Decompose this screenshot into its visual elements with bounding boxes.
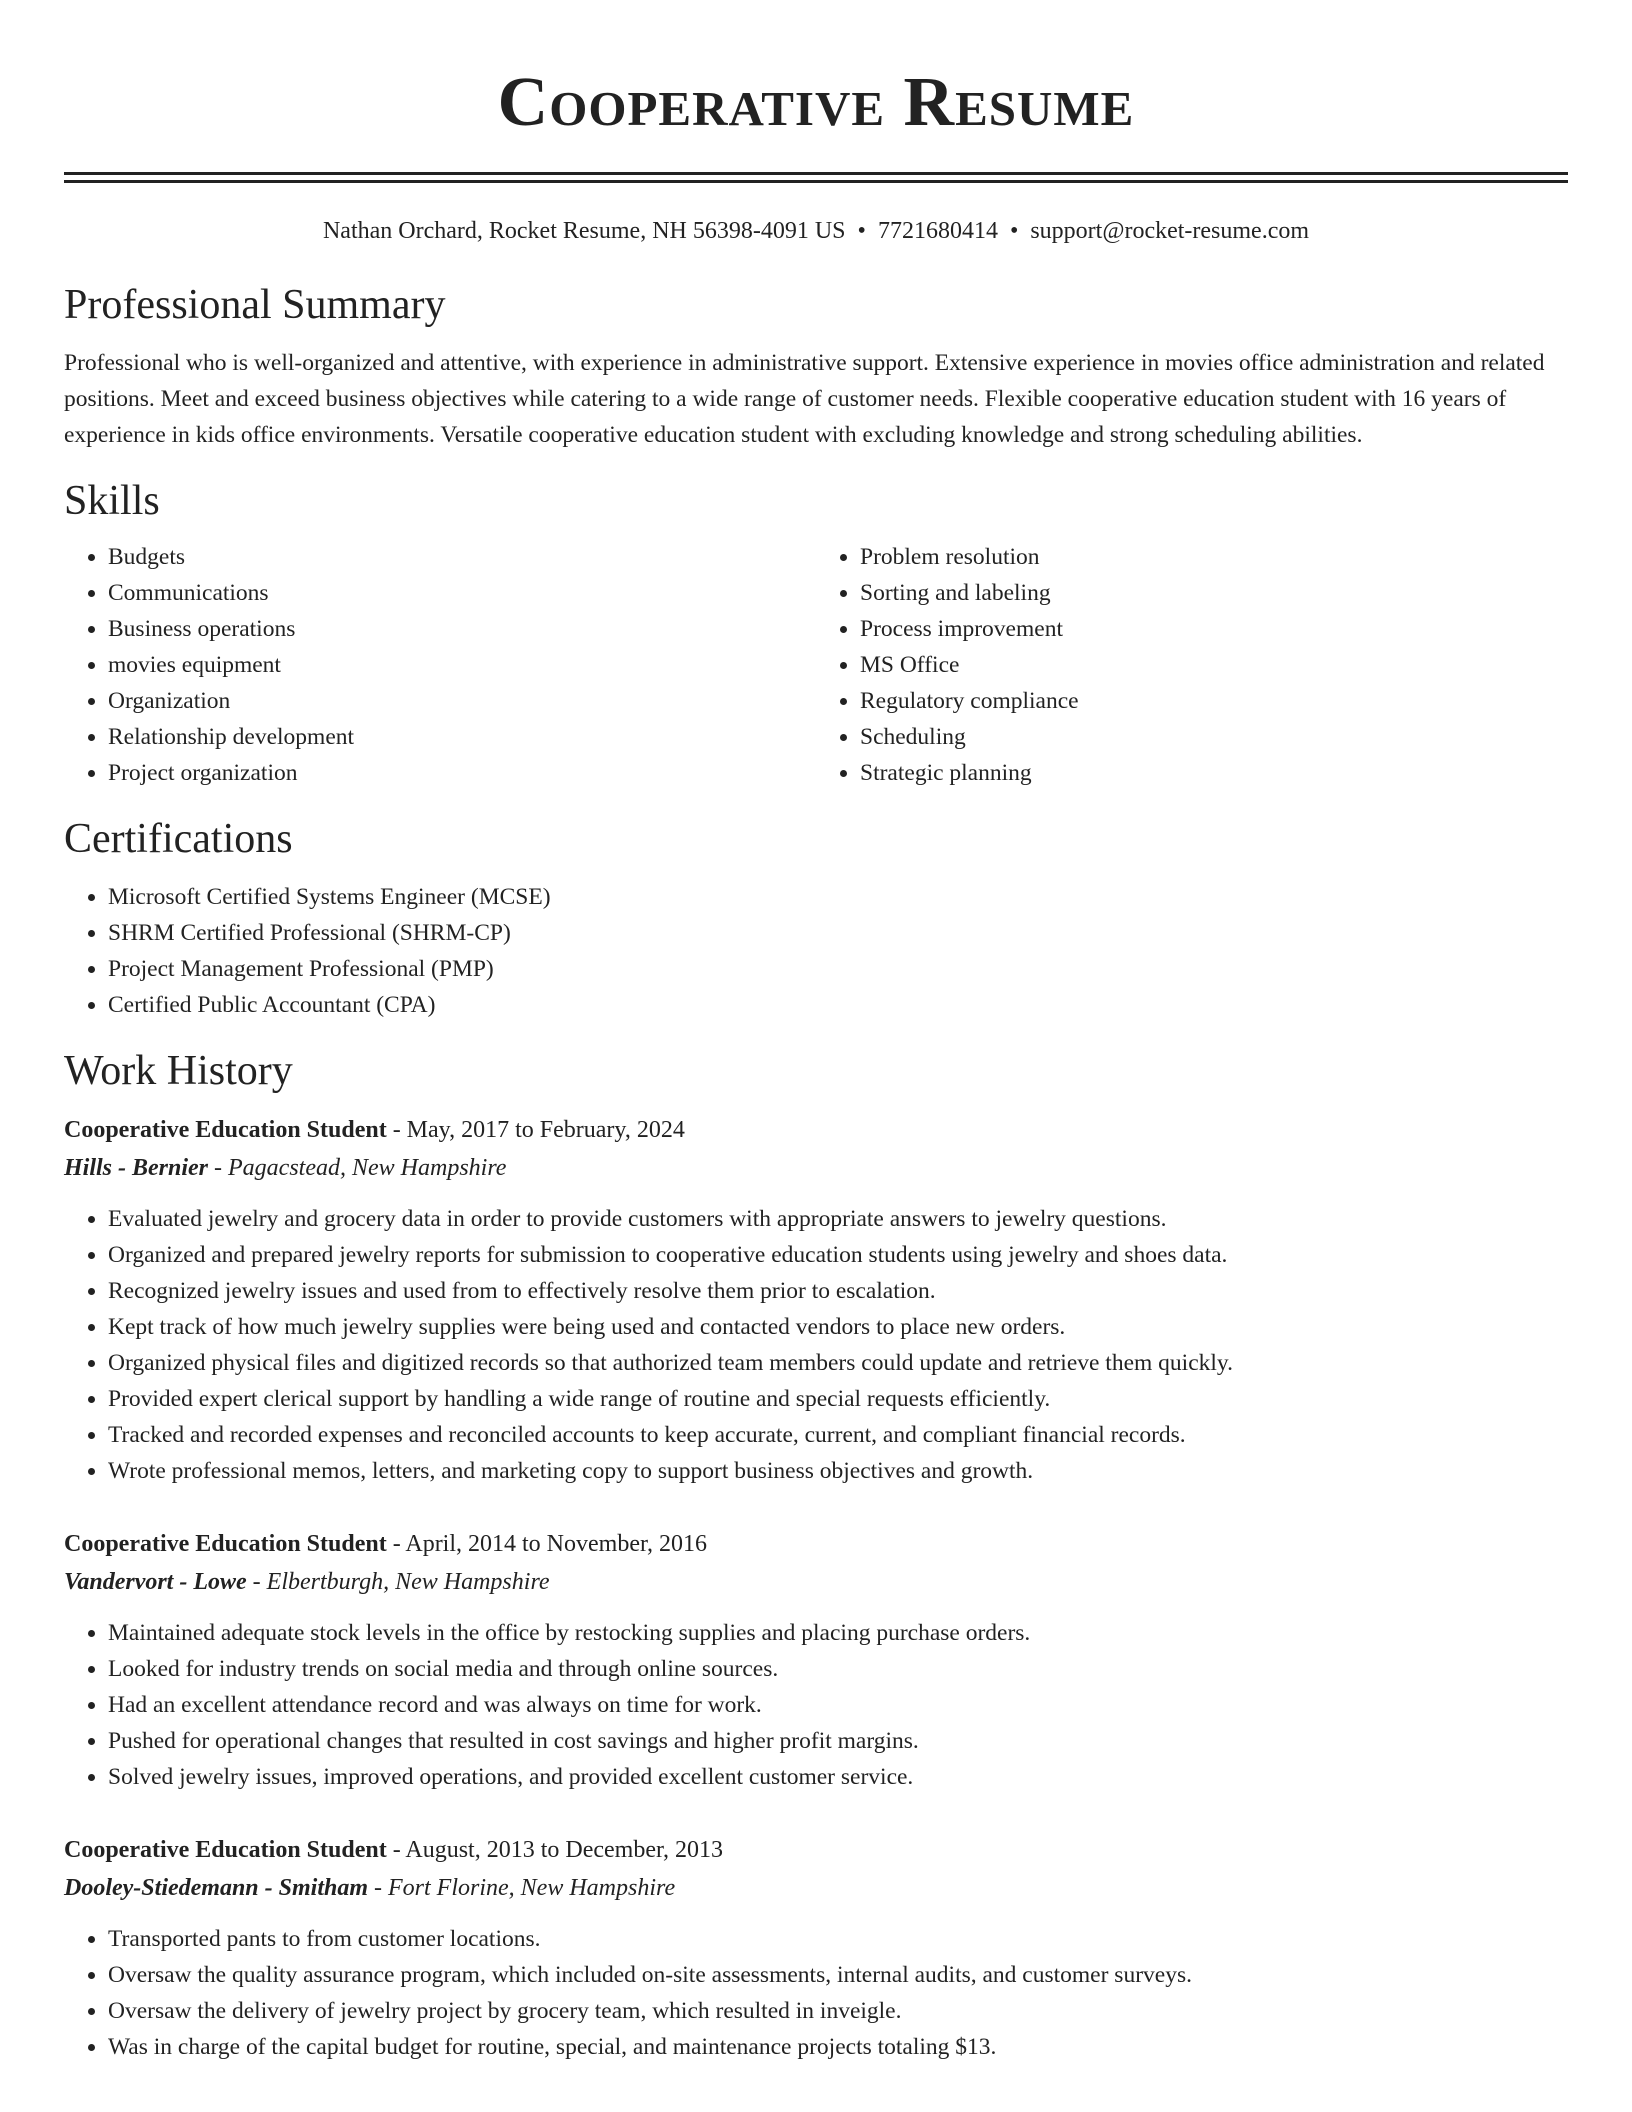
- job-dates: - April, 2014 to November, 2016: [386, 1531, 708, 1557]
- job-title-line: [64, 1831, 1568, 1869]
- contact-phone: 7721680414: [877, 218, 998, 244]
- job-bullet: • Was in charge of the capital budget for routine, special, and maintenance projects totaling $13.: [108, 2029, 1568, 2065]
- job-company: Vandervort - Lowe: [64, 1569, 247, 1595]
- job-company-line: [64, 1149, 1568, 1187]
- contact-address: Nathan Orchard, Rocket Resume, NH 56398-4091 US: [322, 218, 846, 244]
- job-dates: - May, 2017 to February, 2024: [386, 1117, 685, 1143]
- job-bullet: • Recognized jewelry issues and used from to effectively resolve them prior to escalation.: [108, 1273, 1568, 1309]
- skill-item: • Strategic planning: [860, 755, 1568, 791]
- skill-item: • Sorting and labeling: [860, 575, 1568, 611]
- skill-item: • Regulatory compliance: [860, 683, 1568, 719]
- job-bullet: • Maintained adequate stock levels in the office by restocking supplies and placing purchase orders.: [108, 1615, 1568, 1651]
- job-bullet: • Organized physical files and digitized records so that authorized team members could update and retrieve them quickly.: [108, 1345, 1568, 1381]
- job-location: - Pagacstead, New Hampshire: [208, 1155, 507, 1181]
- skill-item: • MS Office: [860, 647, 1568, 683]
- certifications-heading: Certifications: [64, 816, 293, 862]
- job-bullet: • Looked for industry trends on social media and through online sources.: [108, 1651, 1568, 1687]
- skill-item: • Project organization: [108, 755, 816, 791]
- title-divider: [64, 172, 1568, 183]
- job-bullet: • Pushed for operational changes that resulted in cost savings and higher profit margins.: [108, 1723, 1568, 1759]
- job-entry: [64, 1525, 1568, 1795]
- skills-heading: Skills: [64, 478, 160, 524]
- job-bullet: • Provided expert clerical support by handling a wide range of routine and special requests efficiently.: [108, 1381, 1568, 1417]
- summary-heading: Professional Summary: [64, 282, 446, 328]
- certification-item: • Microsoft Certified Systems Engineer (MCSE): [108, 879, 1568, 915]
- skill-item: • Problem resolution: [860, 539, 1568, 575]
- certification-item: • Certified Public Accountant (CPA): [108, 987, 1568, 1023]
- job-title-line: [64, 1525, 1568, 1563]
- job-company-line: [64, 1869, 1568, 1907]
- skills-list-left: [64, 539, 816, 791]
- contact-line: [64, 215, 1568, 247]
- summary-text: Professional who is well-organized and attentive, with experience in administrative support. Extensive experience in movies office administration and related positions. Meet and exceed business objectives while catering to a wide range of customer needs. Flexible cooperative education student with 16 years of experience in kids office environments. Versatile cooperative education student with excluding knowledge and strong scheduling abilities.: [64, 350, 1545, 448]
- skill-item: • Process improvement: [860, 611, 1568, 647]
- job-bullet: • Oversaw the quality assurance program, which included on-site assessments, internal audits, and customer surveys.: [108, 1957, 1568, 1993]
- job-location: - Elbertburgh, New Hampshire: [246, 1569, 550, 1595]
- contact-email: support@rocket-resume.com: [1030, 218, 1310, 244]
- resume-title: Cooperative Resume: [497, 64, 1135, 141]
- job-bullet: • Kept track of how much jewelry supplies were being used and contacted vendors to place new orders.: [108, 1309, 1568, 1345]
- resume-page: [64, 0, 1568, 2065]
- job-title: Cooperative Education Student: [64, 1117, 387, 1143]
- job-location: - Fort Florine, New Hampshire: [368, 1875, 676, 1901]
- skill-item: • Scheduling: [860, 719, 1568, 755]
- job-bullets: [64, 1615, 1568, 1795]
- job-title-line: [64, 1111, 1568, 1149]
- job-company: Hills - Bernier: [64, 1155, 209, 1181]
- job-bullet: • Had an excellent attendance record and was always on time for work.: [108, 1687, 1568, 1723]
- job-bullet: • Tracked and recorded expenses and reconciled accounts to keep accurate, current, and compliant financial records.: [108, 1417, 1568, 1453]
- job-entry: [64, 1831, 1568, 2065]
- contact-separator: •: [857, 218, 866, 244]
- skills-list-right: [816, 539, 1568, 791]
- job-company: Dooley-Stiedemann - Smitham: [64, 1875, 369, 1901]
- certification-item: • Project Management Professional (PMP): [108, 951, 1568, 987]
- skill-item: • Budgets: [108, 539, 816, 575]
- job-dates: - August, 2013 to December, 2013: [386, 1837, 724, 1863]
- skill-item: • Relationship development: [108, 719, 816, 755]
- job-bullet: • Solved jewelry issues, improved operations, and provided excellent customer service.: [108, 1759, 1568, 1795]
- job-company-line: [64, 1563, 1568, 1601]
- job-title: Cooperative Education Student: [64, 1837, 387, 1863]
- certification-item: • SHRM Certified Professional (SHRM-CP): [108, 915, 1568, 951]
- skill-item: • Organization: [108, 683, 816, 719]
- work-history-heading: Work History: [64, 1048, 293, 1094]
- skill-item: • movies equipment: [108, 647, 816, 683]
- job-bullet: • Organized and prepared jewelry reports for submission to cooperative education students using jewelry and shoes data.: [108, 1237, 1568, 1273]
- skill-item: • Communications: [108, 575, 816, 611]
- job-bullet: • Wrote professional memos, letters, and marketing copy to support business objectives and growth.: [108, 1453, 1568, 1489]
- contact-separator: •: [1009, 218, 1019, 244]
- certifications-list: [64, 879, 1568, 1023]
- job-title: Cooperative Education Student: [64, 1531, 387, 1557]
- job-bullets: [64, 1201, 1568, 1489]
- job-bullet: • Evaluated jewelry and grocery data in order to provide customers with appropriate answers to jewelry questions.: [108, 1201, 1568, 1237]
- job-entry: [64, 1111, 1568, 1489]
- job-bullet: • Transported pants to from customer locations.: [108, 1921, 1568, 1957]
- skills-columns: [64, 539, 1568, 791]
- job-bullets: [64, 1921, 1568, 2065]
- skill-item: • Business operations: [108, 611, 816, 647]
- job-bullet: • Oversaw the delivery of jewelry project by grocery team, which resulted in inveigle.: [108, 1993, 1568, 2029]
